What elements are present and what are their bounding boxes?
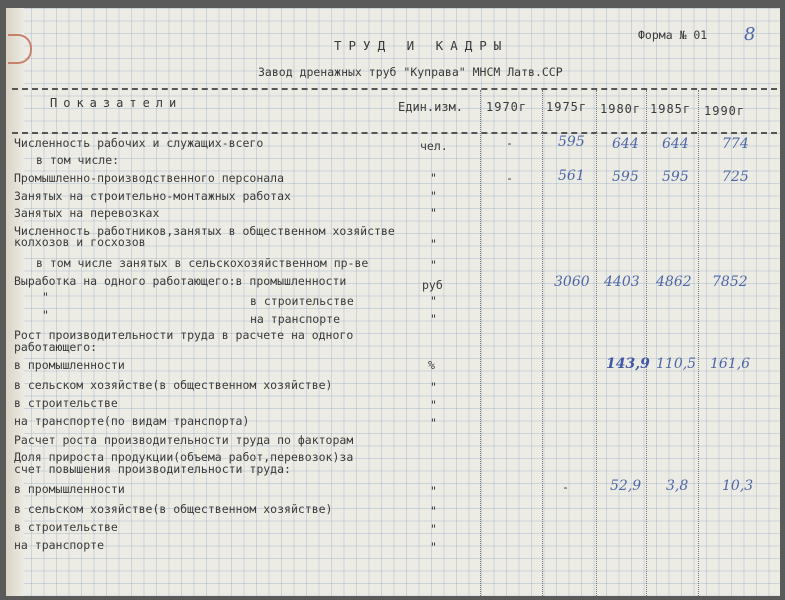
row-unit: чел. (420, 139, 448, 153)
row-label: Занятых на строительно-монтажных работах (14, 189, 291, 203)
cell-1985: 595 (662, 169, 689, 185)
cell-1980: 595 (612, 169, 639, 185)
row-label: в том числе: (36, 153, 120, 167)
column-header-indicator: Показатели (50, 96, 183, 110)
row-label: в промышленности (14, 358, 125, 372)
row-label: в сельском хозяйстве(в общественном хозяйстве) (14, 502, 333, 516)
cell-1990: 10,3 (722, 478, 754, 494)
row-unit: " (430, 398, 437, 412)
row-unit: руб (422, 278, 443, 292)
row-label-continued: колхозов и госхозов (14, 235, 146, 249)
cell-1970: - (506, 171, 513, 185)
header-bottom-rule (12, 132, 777, 134)
column-header-1980: 1980г (600, 102, 642, 116)
column-divider (698, 90, 699, 596)
row-unit: " (430, 258, 437, 272)
column-divider (480, 90, 481, 596)
cell-1985: 110,5 (656, 356, 697, 372)
cell-1980: 644 (612, 136, 639, 152)
row-label: на транспорте (14, 538, 105, 552)
row-unit: " (430, 206, 437, 220)
row-label: Расчет роста производительности труда по факторам (14, 433, 354, 447)
row-label: Выработка на одного работающего:в промышленности (14, 274, 347, 288)
row-label-continued: счет повышения производительности труда: (14, 462, 291, 476)
row-label-right: на транспорте (250, 312, 341, 326)
document-page (6, 8, 780, 596)
cell-1980: 143,9 (606, 356, 650, 372)
row-label: на транспорте(по видам транспорта) (14, 414, 250, 428)
cell-1970: - (506, 136, 513, 150)
column-divider (596, 90, 597, 596)
row-unit: " (430, 171, 437, 185)
row-label: Доля прироста продукции(объема работ,перевозок)за (14, 450, 354, 464)
cell-1980: 52,9 (610, 478, 642, 494)
row-unit: " (430, 484, 437, 498)
row-label: Промышленно-производственного персонала (14, 171, 285, 185)
cell-1975: 561 (558, 168, 585, 184)
row-label-right: в строительстве (250, 294, 354, 308)
row-label: в промышленности (14, 482, 125, 496)
column-divider (542, 90, 543, 596)
page-number: 8 (744, 24, 756, 45)
row-unit: " (430, 380, 437, 394)
column-header-1970: 1970г (486, 100, 528, 114)
cell-1990: 774 (722, 136, 749, 152)
column-header-1975: 1975г (546, 100, 588, 114)
row-label: " (42, 308, 49, 322)
row-label: в том числе занятых в сельскохозяйственном пр-ве (36, 256, 369, 270)
cell-1990: 725 (722, 169, 749, 185)
column-divider (646, 90, 647, 596)
column-header-unit: Един.изм. (398, 100, 464, 114)
row-unit: % (428, 358, 435, 372)
row-unit: " (430, 504, 437, 518)
cell-1985: 4862 (656, 274, 692, 290)
row-label: Рост производительности труда в расчете на одного (14, 328, 354, 342)
row-unit: " (430, 294, 437, 308)
column-header-1985: 1985г (650, 102, 692, 116)
header-top-rule (12, 88, 777, 90)
row-label: в сельском хозяйстве(в общественном хозяйстве) (14, 378, 333, 392)
cell-1990: 7852 (712, 274, 748, 290)
row-unit: " (430, 540, 437, 554)
form-number: Форма № 01 (638, 28, 708, 42)
row-label-continued: работающего: (14, 340, 98, 354)
column-header-1990: 1990г (704, 104, 746, 118)
row-unit: " (430, 237, 437, 251)
cell-1985: 644 (662, 136, 689, 152)
cell-1975: 3060 (554, 274, 590, 290)
cell-1990: 161,6 (710, 356, 751, 372)
cell-1985: 3,8 (666, 478, 689, 494)
cell-1975: 595 (558, 134, 585, 150)
row-label: " (42, 290, 49, 304)
row-unit: " (430, 312, 437, 326)
cell-1980: 4403 (604, 274, 640, 290)
cell-1975: - (562, 480, 569, 494)
row-label: в строительстве (14, 520, 118, 534)
document-title: ТРУД И КАДРЫ (334, 38, 509, 53)
document-subtitle: Завод дренажных труб "Куправа" МНСМ Латв.ССР (258, 65, 563, 79)
row-unit: " (430, 416, 437, 430)
row-unit: " (430, 522, 437, 536)
binding-hole (8, 34, 32, 64)
row-label: Численность работников,занятых в общественном хозяйстве (14, 224, 395, 238)
row-label: Занятых на перевозках (14, 206, 160, 220)
row-label: Численность рабочих и служащих-всего (14, 136, 264, 150)
row-unit: " (430, 189, 437, 203)
row-label: в строительстве (14, 396, 118, 410)
